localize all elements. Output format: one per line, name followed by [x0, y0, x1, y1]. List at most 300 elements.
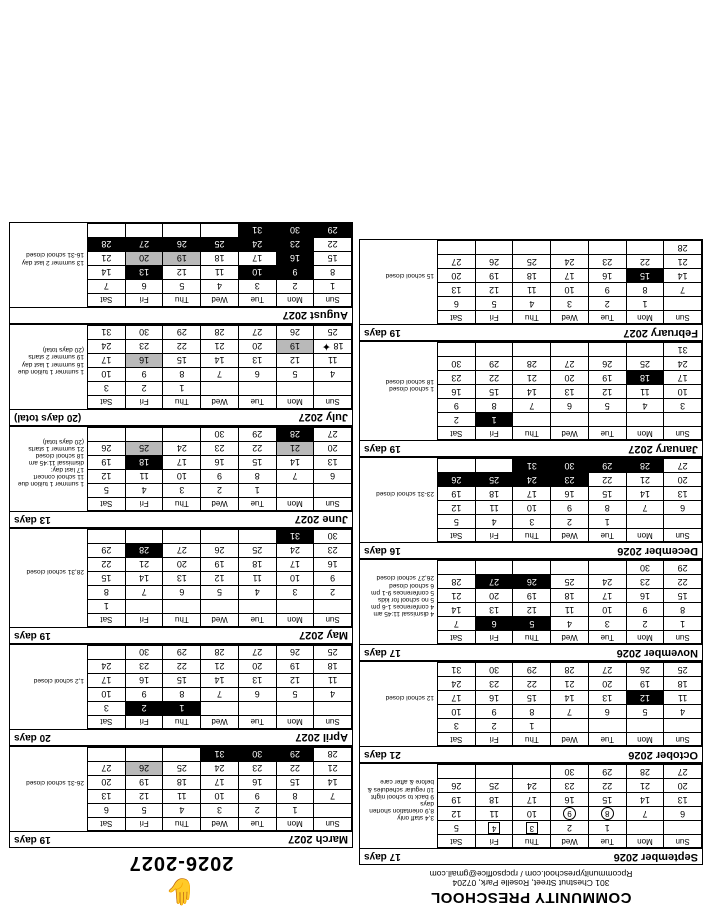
day-cell[interactable]: 7: [201, 368, 239, 382]
day-cell[interactable]: 8: [475, 399, 513, 413]
day-cell[interactable]: [588, 413, 626, 427]
day-cell[interactable]: 14: [513, 385, 551, 399]
day-cell[interactable]: [475, 343, 513, 357]
day-cell[interactable]: 17: [201, 776, 239, 790]
day-cell[interactable]: 27: [88, 762, 126, 776]
day-cell[interactable]: [551, 343, 589, 357]
day-cell[interactable]: 24: [201, 762, 239, 776]
day-cell[interactable]: 30: [201, 428, 239, 442]
day-cell[interactable]: 5: [588, 399, 626, 413]
day-cell[interactable]: 23: [314, 544, 352, 558]
day-cell[interactable]: 5: [201, 586, 239, 600]
day-cell[interactable]: 21: [664, 255, 702, 269]
day-cell[interactable]: 26: [513, 575, 551, 589]
day-cell[interactable]: 13: [163, 572, 201, 586]
day-cell[interactable]: [88, 530, 126, 544]
day-cell[interactable]: 12: [201, 572, 239, 586]
day-cell[interactable]: 13: [475, 603, 513, 617]
day-cell[interactable]: 26: [88, 442, 126, 456]
day-cell[interactable]: 27: [588, 663, 626, 677]
day-cell[interactable]: 21: [201, 660, 239, 674]
day-cell[interactable]: [88, 748, 126, 762]
day-cell[interactable]: 24: [276, 544, 314, 558]
day-cell[interactable]: 19: [626, 677, 664, 691]
day-cell[interactable]: [163, 224, 201, 238]
day-cell[interactable]: 20: [664, 779, 702, 793]
day-cell[interactable]: 10: [551, 283, 589, 297]
day-cell[interactable]: 25: [314, 326, 352, 340]
day-cell[interactable]: 3: [438, 719, 476, 733]
day-cell[interactable]: 19: [163, 252, 201, 266]
day-cell[interactable]: [125, 530, 163, 544]
day-cell[interactable]: 15: [314, 252, 352, 266]
day-cell[interactable]: [438, 765, 476, 779]
day-cell[interactable]: 28: [626, 459, 664, 473]
day-cell[interactable]: 2: [201, 484, 239, 498]
day-cell[interactable]: 28: [201, 326, 239, 340]
day-cell[interactable]: 29: [513, 663, 551, 677]
day-cell[interactable]: 7: [551, 705, 589, 719]
day-cell[interactable]: 24: [664, 357, 702, 371]
day-cell[interactable]: 20: [238, 660, 276, 674]
day-cell[interactable]: 21: [513, 371, 551, 385]
day-cell[interactable]: 9: [238, 790, 276, 804]
day-cell[interactable]: 16: [475, 691, 513, 705]
day-cell[interactable]: 27: [163, 544, 201, 558]
day-cell[interactable]: 21: [626, 779, 664, 793]
day-cell[interactable]: 18 ✦: [314, 340, 352, 354]
day-cell[interactable]: 21: [201, 340, 239, 354]
day-cell[interactable]: 15: [88, 572, 126, 586]
day-cell[interactable]: 11: [513, 283, 551, 297]
day-cell[interactable]: 12: [475, 283, 513, 297]
day-cell[interactable]: 4: [475, 821, 513, 835]
day-cell[interactable]: 20: [588, 677, 626, 691]
day-cell[interactable]: 31: [276, 530, 314, 544]
day-cell[interactable]: 24: [513, 473, 551, 487]
day-cell[interactable]: 2: [238, 804, 276, 818]
day-cell[interactable]: 10: [438, 705, 476, 719]
day-cell[interactable]: 10: [513, 807, 551, 821]
day-cell[interactable]: 5: [438, 515, 476, 529]
day-cell[interactable]: 15: [513, 691, 551, 705]
day-cell[interactable]: [163, 428, 201, 442]
day-cell[interactable]: 2: [551, 515, 589, 529]
day-cell[interactable]: 9: [551, 807, 589, 821]
day-cell[interactable]: 3: [513, 821, 551, 835]
day-cell[interactable]: 27: [475, 575, 513, 589]
day-cell[interactable]: [314, 382, 352, 396]
day-cell[interactable]: 25: [551, 575, 589, 589]
day-cell[interactable]: 1: [588, 515, 626, 529]
day-cell[interactable]: 30: [551, 459, 589, 473]
day-cell[interactable]: 25: [163, 762, 201, 776]
day-cell[interactable]: 14: [201, 674, 239, 688]
day-cell[interactable]: 19: [438, 793, 476, 807]
day-cell[interactable]: 9: [551, 501, 589, 515]
day-cell[interactable]: 1: [276, 804, 314, 818]
day-cell[interactable]: 9: [276, 266, 314, 280]
day-cell[interactable]: 11: [475, 501, 513, 515]
day-cell[interactable]: 23: [238, 762, 276, 776]
day-cell[interactable]: 21: [88, 252, 126, 266]
day-cell[interactable]: 6: [438, 297, 476, 311]
day-cell[interactable]: 28: [88, 238, 126, 252]
day-cell[interactable]: 14: [314, 776, 352, 790]
day-cell[interactable]: [664, 515, 702, 529]
day-cell[interactable]: 18: [314, 660, 352, 674]
day-cell[interactable]: 9: [125, 688, 163, 702]
day-cell[interactable]: 21: [314, 762, 352, 776]
day-cell[interactable]: 23: [438, 371, 476, 385]
day-cell[interactable]: 14: [551, 691, 589, 705]
day-cell[interactable]: 28: [626, 765, 664, 779]
day-cell[interactable]: 27: [238, 646, 276, 660]
day-cell[interactable]: 9: [125, 368, 163, 382]
day-cell[interactable]: 25: [314, 646, 352, 660]
day-cell[interactable]: 14: [626, 487, 664, 501]
day-cell[interactable]: [551, 719, 589, 733]
day-cell[interactable]: 14: [626, 793, 664, 807]
day-cell[interactable]: 30: [626, 561, 664, 575]
day-cell[interactable]: 25: [238, 544, 276, 558]
day-cell[interactable]: [513, 413, 551, 427]
day-cell[interactable]: 13: [551, 385, 589, 399]
day-cell[interactable]: 29: [588, 459, 626, 473]
day-cell[interactable]: 26: [438, 779, 476, 793]
day-cell[interactable]: 22: [626, 255, 664, 269]
day-cell[interactable]: 12: [276, 674, 314, 688]
day-cell[interactable]: 20: [88, 776, 126, 790]
day-cell[interactable]: [513, 561, 551, 575]
day-cell[interactable]: 13: [314, 456, 352, 470]
day-cell[interactable]: 1: [88, 600, 126, 614]
day-cell[interactable]: 10: [513, 501, 551, 515]
day-cell[interactable]: 6: [238, 368, 276, 382]
day-cell[interactable]: 26: [125, 762, 163, 776]
day-cell[interactable]: 28: [201, 646, 239, 660]
day-cell[interactable]: 4: [163, 804, 201, 818]
day-cell[interactable]: 22: [238, 442, 276, 456]
day-cell[interactable]: 2: [588, 297, 626, 311]
day-cell[interactable]: 26: [588, 357, 626, 371]
day-cell[interactable]: 3: [588, 617, 626, 631]
day-cell[interactable]: 10: [276, 572, 314, 586]
day-cell[interactable]: 3: [551, 297, 589, 311]
day-cell[interactable]: [438, 459, 476, 473]
day-cell[interactable]: 16: [276, 252, 314, 266]
day-cell[interactable]: 20: [438, 269, 476, 283]
day-cell[interactable]: 1: [238, 484, 276, 498]
day-cell[interactable]: [588, 241, 626, 255]
day-cell[interactable]: 13: [438, 283, 476, 297]
day-cell[interactable]: 31: [438, 663, 476, 677]
day-cell[interactable]: 9: [314, 572, 352, 586]
day-cell[interactable]: 2: [276, 280, 314, 294]
day-cell[interactable]: 22: [664, 575, 702, 589]
day-cell[interactable]: 23: [626, 575, 664, 589]
day-cell[interactable]: 18: [201, 252, 239, 266]
day-cell[interactable]: 11: [314, 674, 352, 688]
day-cell[interactable]: [238, 530, 276, 544]
day-cell[interactable]: 7: [201, 688, 239, 702]
day-cell[interactable]: 29: [163, 646, 201, 660]
day-cell[interactable]: 22: [276, 762, 314, 776]
day-cell[interactable]: 28: [125, 544, 163, 558]
day-cell[interactable]: 25: [475, 779, 513, 793]
day-cell[interactable]: 16: [438, 385, 476, 399]
day-cell[interactable]: 15: [588, 487, 626, 501]
day-cell[interactable]: [201, 600, 239, 614]
day-cell[interactable]: 10: [664, 385, 702, 399]
day-cell[interactable]: 31: [664, 343, 702, 357]
day-cell[interactable]: 17: [551, 269, 589, 283]
day-cell[interactable]: 8: [88, 586, 126, 600]
day-cell[interactable]: 13: [588, 691, 626, 705]
day-cell[interactable]: [125, 748, 163, 762]
day-cell[interactable]: 11: [238, 572, 276, 586]
day-cell[interactable]: [314, 804, 352, 818]
day-cell[interactable]: 27: [664, 459, 702, 473]
day-cell[interactable]: 2: [125, 702, 163, 716]
day-cell[interactable]: 29: [475, 357, 513, 371]
day-cell[interactable]: 30: [238, 748, 276, 762]
day-cell[interactable]: 25: [664, 663, 702, 677]
day-cell[interactable]: 17: [664, 371, 702, 385]
day-cell[interactable]: 20: [238, 340, 276, 354]
day-cell[interactable]: 21: [276, 442, 314, 456]
day-cell[interactable]: 11: [125, 470, 163, 484]
day-cell[interactable]: 17: [513, 487, 551, 501]
day-cell[interactable]: 30: [125, 646, 163, 660]
day-cell[interactable]: [475, 241, 513, 255]
day-cell[interactable]: 20: [475, 589, 513, 603]
day-cell[interactable]: 3: [276, 586, 314, 600]
day-cell[interactable]: 11: [475, 807, 513, 821]
day-cell[interactable]: 28: [314, 748, 352, 762]
day-cell[interactable]: 6: [125, 280, 163, 294]
day-cell[interactable]: 29: [664, 561, 702, 575]
day-cell[interactable]: [626, 343, 664, 357]
day-cell[interactable]: 11: [163, 790, 201, 804]
day-cell[interactable]: 21: [626, 473, 664, 487]
day-cell[interactable]: 24: [238, 238, 276, 252]
day-cell[interactable]: 23: [125, 660, 163, 674]
day-cell[interactable]: 28: [664, 241, 702, 255]
day-cell[interactable]: 8: [664, 603, 702, 617]
day-cell[interactable]: [664, 719, 702, 733]
day-cell[interactable]: 28: [276, 428, 314, 442]
day-cell[interactable]: 18: [626, 371, 664, 385]
day-cell[interactable]: 12: [588, 385, 626, 399]
day-cell[interactable]: 11: [551, 603, 589, 617]
day-cell[interactable]: 15: [626, 269, 664, 283]
day-cell[interactable]: 2: [438, 413, 476, 427]
day-cell[interactable]: 21: [125, 558, 163, 572]
day-cell[interactable]: 19: [201, 558, 239, 572]
day-cell[interactable]: 21: [438, 589, 476, 603]
day-cell[interactable]: 22: [513, 677, 551, 691]
day-cell[interactable]: [551, 241, 589, 255]
day-cell[interactable]: 13: [664, 487, 702, 501]
day-cell[interactable]: 19: [588, 371, 626, 385]
day-cell[interactable]: 25: [201, 238, 239, 252]
day-cell[interactable]: 17: [276, 558, 314, 572]
day-cell[interactable]: 24: [438, 677, 476, 691]
day-cell[interactable]: 12: [125, 790, 163, 804]
day-cell[interactable]: [626, 515, 664, 529]
day-cell[interactable]: 19: [276, 340, 314, 354]
day-cell[interactable]: 6: [475, 617, 513, 631]
day-cell[interactable]: 19: [475, 269, 513, 283]
day-cell[interactable]: 20: [314, 442, 352, 456]
day-cell[interactable]: 25: [513, 255, 551, 269]
day-cell[interactable]: 5: [125, 804, 163, 818]
day-cell[interactable]: 3: [88, 702, 126, 716]
day-cell[interactable]: 25: [125, 442, 163, 456]
day-cell[interactable]: 30: [551, 765, 589, 779]
day-cell[interactable]: 15: [475, 385, 513, 399]
day-cell[interactable]: 5: [163, 280, 201, 294]
day-cell[interactable]: 8: [276, 790, 314, 804]
day-cell[interactable]: 23: [551, 779, 589, 793]
day-cell[interactable]: [276, 600, 314, 614]
day-cell[interactable]: 30: [276, 224, 314, 238]
day-cell[interactable]: 27: [664, 765, 702, 779]
day-cell[interactable]: [438, 343, 476, 357]
day-cell[interactable]: [238, 382, 276, 396]
day-cell[interactable]: 29: [163, 326, 201, 340]
day-cell[interactable]: 22: [588, 473, 626, 487]
day-cell[interactable]: [88, 428, 126, 442]
day-cell[interactable]: [163, 748, 201, 762]
day-cell[interactable]: 1: [513, 719, 551, 733]
day-cell[interactable]: 4: [314, 368, 352, 382]
day-cell[interactable]: 22: [163, 340, 201, 354]
day-cell[interactable]: 17: [88, 674, 126, 688]
day-cell[interactable]: 16: [201, 456, 239, 470]
day-cell[interactable]: 5: [475, 297, 513, 311]
day-cell[interactable]: 23: [475, 677, 513, 691]
day-cell[interactable]: 15: [163, 674, 201, 688]
day-cell[interactable]: 7: [664, 283, 702, 297]
day-cell[interactable]: 11: [664, 691, 702, 705]
day-cell[interactable]: 5: [513, 617, 551, 631]
day-cell[interactable]: 29: [276, 748, 314, 762]
day-cell[interactable]: [201, 702, 239, 716]
day-cell[interactable]: 30: [438, 357, 476, 371]
day-cell[interactable]: 16: [626, 589, 664, 603]
day-cell[interactable]: 1: [475, 413, 513, 427]
day-cell[interactable]: 7: [314, 790, 352, 804]
day-cell[interactable]: 20: [551, 371, 589, 385]
day-cell[interactable]: 27: [238, 326, 276, 340]
day-cell[interactable]: 12: [626, 691, 664, 705]
day-cell[interactable]: 2: [626, 617, 664, 631]
day-cell[interactable]: 27: [551, 357, 589, 371]
day-cell[interactable]: 1: [314, 280, 352, 294]
day-cell[interactable]: 29: [88, 544, 126, 558]
day-cell[interactable]: 14: [201, 354, 239, 368]
day-cell[interactable]: 28: [438, 575, 476, 589]
day-cell[interactable]: 18: [125, 456, 163, 470]
day-cell[interactable]: 13: [238, 354, 276, 368]
day-cell[interactable]: 10: [201, 790, 239, 804]
day-cell[interactable]: [238, 600, 276, 614]
day-cell[interactable]: 10: [238, 266, 276, 280]
day-cell[interactable]: 10: [588, 603, 626, 617]
day-cell[interactable]: [201, 530, 239, 544]
day-cell[interactable]: 28: [513, 357, 551, 371]
day-cell[interactable]: 16: [238, 776, 276, 790]
day-cell[interactable]: [475, 765, 513, 779]
day-cell[interactable]: 22: [475, 371, 513, 385]
day-cell[interactable]: 22: [314, 238, 352, 252]
day-cell[interactable]: 30: [475, 663, 513, 677]
day-cell[interactable]: 11: [201, 266, 239, 280]
day-cell[interactable]: 19: [276, 660, 314, 674]
day-cell[interactable]: 27: [438, 255, 476, 269]
day-cell[interactable]: 18: [664, 677, 702, 691]
day-cell[interactable]: 6: [163, 586, 201, 600]
day-cell[interactable]: 16: [314, 558, 352, 572]
day-cell[interactable]: 17: [588, 589, 626, 603]
day-cell[interactable]: 6: [238, 688, 276, 702]
day-cell[interactable]: 23: [125, 340, 163, 354]
day-cell[interactable]: 8: [314, 266, 352, 280]
day-cell[interactable]: 3: [664, 399, 702, 413]
day-cell[interactable]: 2: [475, 719, 513, 733]
day-cell[interactable]: 19: [88, 456, 126, 470]
day-cell[interactable]: 16: [551, 793, 589, 807]
day-cell[interactable]: [475, 561, 513, 575]
day-cell[interactable]: 5: [438, 821, 476, 835]
day-cell[interactable]: 27: [314, 428, 352, 442]
day-cell[interactable]: 3: [201, 804, 239, 818]
day-cell[interactable]: 19: [438, 487, 476, 501]
day-cell[interactable]: 15: [588, 793, 626, 807]
day-cell[interactable]: 29: [238, 428, 276, 442]
day-cell[interactable]: 16: [551, 487, 589, 501]
day-cell[interactable]: 15: [664, 589, 702, 603]
day-cell[interactable]: 2: [314, 586, 352, 600]
day-cell[interactable]: 18: [238, 558, 276, 572]
day-cell[interactable]: 28: [551, 663, 589, 677]
day-cell[interactable]: 16: [125, 674, 163, 688]
day-cell[interactable]: [588, 561, 626, 575]
day-cell[interactable]: 10: [88, 368, 126, 382]
day-cell[interactable]: 3: [238, 280, 276, 294]
day-cell[interactable]: 1: [588, 821, 626, 835]
day-cell[interactable]: 1: [163, 382, 201, 396]
day-cell[interactable]: 22: [88, 558, 126, 572]
day-cell[interactable]: 15: [238, 456, 276, 470]
day-cell[interactable]: [238, 702, 276, 716]
day-cell[interactable]: 17: [163, 456, 201, 470]
day-cell[interactable]: [163, 600, 201, 614]
day-cell[interactable]: [438, 561, 476, 575]
day-cell[interactable]: 22: [163, 660, 201, 674]
day-cell[interactable]: [588, 343, 626, 357]
day-cell[interactable]: 10: [88, 688, 126, 702]
day-cell[interactable]: 25: [626, 357, 664, 371]
day-cell[interactable]: [314, 600, 352, 614]
day-cell[interactable]: 8: [238, 470, 276, 484]
day-cell[interactable]: 4: [238, 586, 276, 600]
day-cell[interactable]: 12: [438, 807, 476, 821]
day-cell[interactable]: 12: [276, 354, 314, 368]
day-cell[interactable]: [314, 484, 352, 498]
